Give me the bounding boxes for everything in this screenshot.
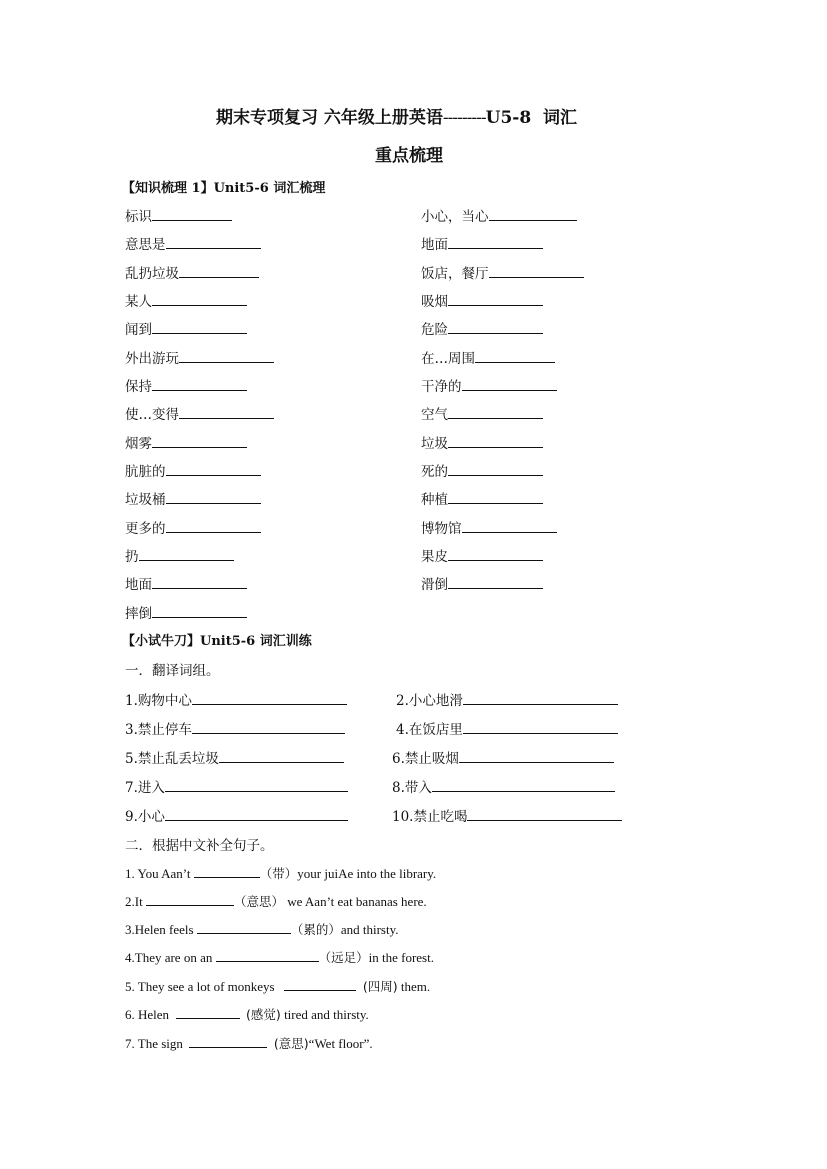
phrase-item: 8.带入: [392, 776, 615, 796]
answer-blank[interactable]: [197, 919, 291, 934]
answer-blank[interactable]: [216, 947, 319, 962]
phrase-item: 2.小心地滑: [396, 689, 618, 709]
answer-blank[interactable]: [448, 234, 543, 249]
vocab-item: 使…变得: [125, 403, 274, 423]
vocab-item: 饭店，餐厅: [421, 262, 584, 282]
page-subtitle: 重点梳理: [375, 146, 443, 166]
answer-blank[interactable]: [194, 863, 260, 878]
phrase-item: 4.在饭店里: [396, 718, 618, 738]
sentence-item: 1. You Aan’t （带）your juiAe into the library.: [125, 863, 436, 882]
answer-blank[interactable]: [459, 748, 614, 763]
answer-blank[interactable]: [192, 719, 345, 734]
section1-heading: 【知识梳理 1】Unit5-6 词汇梳理: [122, 181, 326, 196]
sentence-item: 4.They are on an （远足）in the forest.: [125, 947, 434, 966]
title-main: 期末专项复习 六年级上册英语: [216, 108, 443, 128]
page-title: [216, 103, 577, 128]
answer-blank[interactable]: [462, 518, 557, 533]
answer-blank[interactable]: [152, 376, 247, 391]
phrase-item: 7.进入: [125, 776, 348, 796]
vocab-item: 垃圾桶: [125, 488, 261, 508]
answer-blank[interactable]: [146, 891, 234, 906]
vocab-item: 乱扔垃圾: [125, 262, 259, 282]
answer-blank[interactable]: [176, 1004, 240, 1019]
title-dashes: ---------: [442, 108, 486, 128]
section2-heading: 【小试牛刀】Unit5-6 词汇训练: [122, 634, 312, 649]
phrase-item: 3.禁止停车: [125, 718, 345, 738]
vocab-item: 死的: [421, 460, 543, 480]
part1-title: 一．翻译词组。: [125, 663, 220, 679]
phrase-item: 5.禁止乱丢垃圾: [125, 747, 344, 767]
answer-blank[interactable]: [166, 234, 261, 249]
sentence-item: 5. They see a lot of monkeys (四周) them.: [125, 976, 430, 995]
answer-blank[interactable]: [448, 319, 543, 334]
answer-blank[interactable]: [219, 748, 344, 763]
title-suffix: 词汇: [543, 108, 578, 128]
answer-blank[interactable]: [152, 433, 247, 448]
answer-blank[interactable]: [432, 777, 615, 792]
vocab-item: 外出游玩: [125, 347, 274, 367]
answer-blank[interactable]: [152, 319, 247, 334]
answer-blank[interactable]: [152, 603, 247, 618]
answer-blank[interactable]: [179, 348, 274, 363]
answer-blank[interactable]: [152, 291, 247, 306]
vocab-item: 垃圾: [421, 432, 543, 452]
vocab-item: 扔: [125, 545, 234, 565]
answer-blank[interactable]: [192, 690, 347, 705]
vocab-item: 标识: [125, 205, 232, 225]
vocab-item: 烟雾: [125, 432, 247, 452]
title-unit: U5-8: [485, 108, 532, 128]
answer-blank[interactable]: [448, 489, 543, 504]
vocab-item: 地面: [125, 573, 247, 593]
answer-blank[interactable]: [166, 461, 261, 476]
answer-blank[interactable]: [165, 777, 348, 792]
answer-blank[interactable]: [165, 806, 348, 821]
vocab-item: 滑倒: [421, 573, 543, 593]
answer-blank[interactable]: [152, 574, 247, 589]
part2-title: 二．根据中文补全句子。: [125, 838, 274, 854]
vocab-item: 小心，当心: [421, 205, 577, 225]
answer-blank[interactable]: [179, 263, 259, 278]
answer-blank[interactable]: [463, 690, 618, 705]
vocab-item: 摔倒: [125, 602, 247, 622]
answer-blank[interactable]: [189, 1033, 267, 1048]
vocab-item: 意思是: [125, 233, 261, 253]
answer-blank[interactable]: [166, 489, 261, 504]
vocab-item: 吸烟: [421, 290, 543, 310]
answer-blank[interactable]: [448, 433, 543, 448]
vocab-item: 危险: [421, 318, 543, 338]
sentence-item: 6. Helen (感觉) tired and thirsty.: [125, 1004, 369, 1023]
answer-blank[interactable]: [489, 206, 577, 221]
phrase-item: 6.禁止吸烟: [392, 747, 614, 767]
sentence-item: 2.It （意思） we Aan’t eat bananas here.: [125, 891, 427, 910]
answer-blank[interactable]: [139, 546, 234, 561]
vocab-item: 种植: [421, 488, 543, 508]
vocab-item: 保持: [125, 375, 247, 395]
sentence-item: 7. The sign (意思)“Wet floor”.: [125, 1033, 373, 1052]
answer-blank[interactable]: [166, 518, 261, 533]
vocab-item: 地面: [421, 233, 543, 253]
answer-blank[interactable]: [448, 291, 543, 306]
phrase-item: 10.禁止吃喝: [392, 805, 622, 825]
vocab-item: 更多的: [125, 517, 261, 537]
vocab-item: 干净的: [421, 375, 557, 395]
answer-blank[interactable]: [467, 806, 622, 821]
answer-blank[interactable]: [463, 719, 618, 734]
vocab-item: 空气: [421, 403, 543, 423]
answer-blank[interactable]: [284, 976, 356, 991]
answer-blank[interactable]: [475, 348, 555, 363]
vocab-item: 在…周围: [421, 347, 555, 367]
answer-blank[interactable]: [448, 461, 543, 476]
answer-blank[interactable]: [448, 546, 543, 561]
phrase-item: 1.购物中心: [125, 689, 347, 709]
sentence-item: 3.Helen feels （累的）and thirsty.: [125, 919, 399, 938]
answer-blank[interactable]: [152, 206, 232, 221]
answer-blank[interactable]: [448, 574, 543, 589]
answer-blank[interactable]: [179, 404, 274, 419]
vocab-item: 闻到: [125, 318, 247, 338]
answer-blank[interactable]: [489, 263, 584, 278]
vocab-item: 博物馆: [421, 517, 557, 537]
vocab-item: 肮脏的: [125, 460, 261, 480]
answer-blank[interactable]: [462, 376, 557, 391]
vocab-item: 果皮: [421, 545, 543, 565]
answer-blank[interactable]: [448, 404, 543, 419]
vocab-item: 某人: [125, 290, 247, 310]
phrase-item: 9.小心: [125, 805, 348, 825]
